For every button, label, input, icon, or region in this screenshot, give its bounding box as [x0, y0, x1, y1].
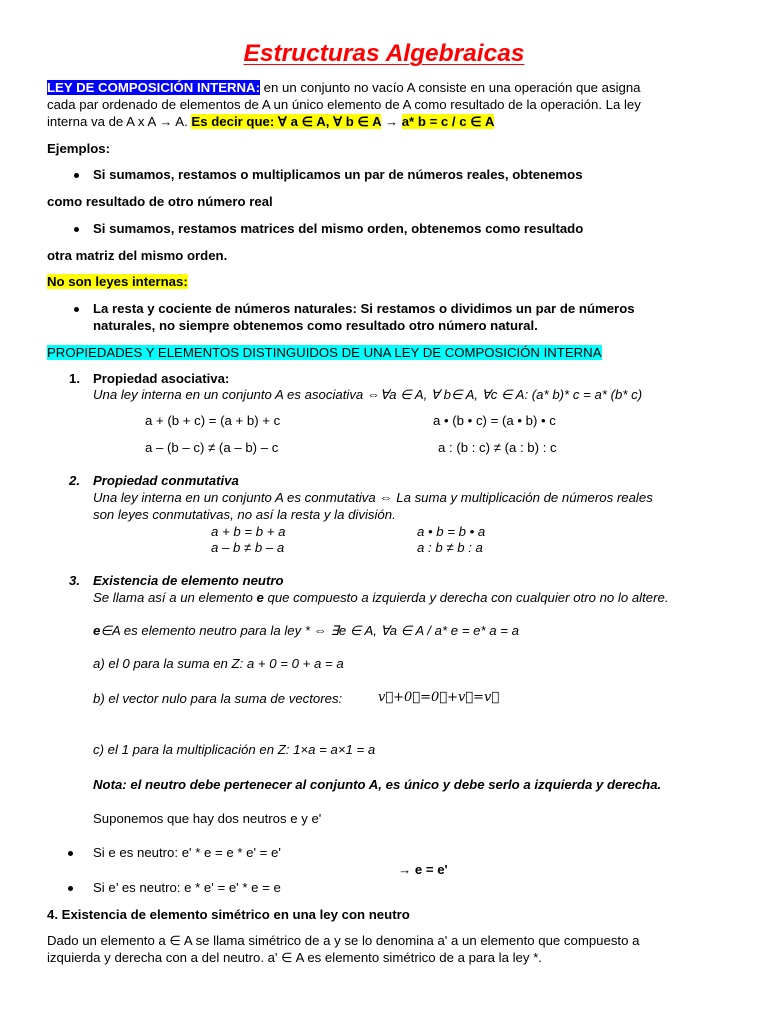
asociativa-definition: Una ley interna en un conjunto A es asociativa ⇔∀a ∈ A, ∀ b∈ A, ∀c ∈ A: (a* b)* c = a* (b* c)	[93, 387, 643, 402]
asociativa-example-2-right: a : (b : c) ≠ (a : b) : c	[438, 440, 557, 455]
neutro-suponemos: Suponemos que hay dos neutros e y e'	[93, 811, 322, 826]
neutro-formula	[93, 623, 519, 639]
conmutativa-example-2-left: a – b ≠ b – a	[211, 540, 285, 555]
asociativa-example-1-right: a • (b • c) = (a • b) • c	[433, 413, 556, 428]
intro-line-1	[47, 80, 641, 96]
no-leyes-line	[47, 274, 188, 290]
asociativa-example-2-left: a – (b – c) ≠ (a – b) – c	[145, 440, 279, 455]
simetrico-line-2: izquierda y derecha con a del neutro. a' ∈ A es elemento simétrico de a para la ley *.	[47, 950, 542, 965]
neutro-definition	[93, 590, 669, 606]
propiedades-line	[47, 345, 602, 361]
page-title: Estructuras Algebraicas	[243, 40, 525, 67]
neutro-example-c: c) el 1 para la multiplicación en Z: 1×a = a×1 = a	[93, 742, 376, 757]
conmutativa-title: Propiedad conmutativa	[93, 473, 239, 488]
neutro-bullet-2: Si e’ es neutro: e * e' = e' * e = e	[93, 880, 281, 895]
neutro-number: 3.	[69, 573, 80, 588]
conmutativa-example-1-right: a • b = b • a	[417, 524, 486, 539]
intro-line-1-text: en un conjunto no vacío A consiste en una operación que asigna	[259, 80, 641, 95]
neutro-example-b: b) el vector nulo para la suma de vectores:	[93, 691, 343, 706]
ejemplo-1-line-2: como resultado de otro número real	[47, 194, 273, 209]
neutro-definition-e: e	[256, 590, 264, 605]
bullet-icon	[68, 886, 73, 891]
neutro-result: → e = e'	[398, 862, 448, 877]
ejemplos-heading: Ejemplos:	[47, 141, 111, 156]
neutro-bullet-1: Si e es neutro: e' * e = e * e' = e'	[93, 845, 281, 860]
conmutativa-example-1-left: a + b = b + a	[211, 524, 286, 539]
intro-es-decir: Es decir que: ∀ a ∈ A, ∀ b ∈ A	[191, 114, 382, 129]
propiedades-heading: PROPIEDADES Y ELEMENTOS DISTINGUIDOS DE UNA LEY DE COMPOSICIÓN INTERNA	[47, 345, 602, 360]
intro-line-3	[47, 114, 494, 130]
no-leyes-heading: No son leyes internas:	[47, 274, 188, 289]
intro-line-2: cada par ordenado de elementos de A un único elemento de A como resultado de la operación. La ley	[47, 97, 641, 112]
intro-line-3-text: interna va de A x A → A.	[47, 114, 192, 129]
bullet-icon	[74, 227, 79, 232]
intro-term: LEY DE COMPOSICIÓN INTERNA:	[47, 80, 260, 95]
neutro-title: Existencia de elemento neutro	[93, 573, 284, 588]
no-leyes-line-2: naturales, no siempre obtenemos como resultado otro número natural.	[93, 318, 538, 333]
simetrico-line-1: Dado un elemento a ∈ A se llama simétrico de a y se lo denomina a' a un elemento que compuesto a	[47, 933, 640, 948]
no-leyes-line-1: La resta y cociente de números naturales: Si restamos o dividimos un par de números	[93, 301, 635, 316]
neutro-formula-e: e	[93, 623, 101, 638]
intro-arrow: →	[381, 114, 402, 129]
asociativa-title: Propiedad asociativa:	[93, 371, 230, 386]
neutro-formula-rest: ∈A es elemento neutro para la ley * ⇔ ∃e ∈ A, ∀a ∈ A / a* e = e* a = a	[100, 623, 519, 638]
neutro-example-a: a) el 0 para la suma en Z: a + 0 = 0 + a = a	[93, 656, 344, 671]
simetrico-heading: 4. Existencia de elemento simétrico en una ley con neutro	[47, 907, 410, 922]
ejemplo-2-line-2: otra matriz del mismo orden.	[47, 248, 228, 263]
intro-formula: a* b = c / c ∈ A	[401, 114, 495, 129]
bullet-icon	[68, 851, 73, 856]
asociativa-example-1-left: a + (b + c) = (a + b) + c	[145, 413, 281, 428]
conmutativa-definition-1: Una ley interna en un conjunto A es conmutativa ⇔ La suma y multiplicación de números reales	[93, 490, 653, 505]
neutro-vector-formula: v⃗+0⃗=0⃗+v⃗=v⃗	[378, 690, 500, 705]
neutro-nota: Nota: el neutro debe pertenecer al conjunto A, es único y debe serlo a izquierda y derecha.	[93, 777, 662, 792]
ejemplo-1-line-1: Si sumamos, restamos o multiplicamos un par de números reales, obtenemos	[93, 167, 583, 182]
ejemplo-2-line-1: Si sumamos, restamos matrices del mismo orden, obtenemos como resultado	[93, 221, 584, 236]
bullet-icon	[74, 307, 79, 312]
conmutativa-definition-2: son leyes conmutativas, no así la resta y la división.	[93, 507, 396, 522]
conmutativa-number: 2.	[69, 473, 80, 488]
asociativa-number: 1.	[69, 371, 80, 386]
conmutativa-example-2-right: a : b ≠ b : a	[417, 540, 483, 555]
neutro-definition-end: que compuesto a izquierda y derecha con cualquier otro no lo altere.	[263, 590, 669, 605]
neutro-definition-start: Se llama así a un elemento	[93, 590, 257, 605]
bullet-icon	[74, 173, 79, 178]
